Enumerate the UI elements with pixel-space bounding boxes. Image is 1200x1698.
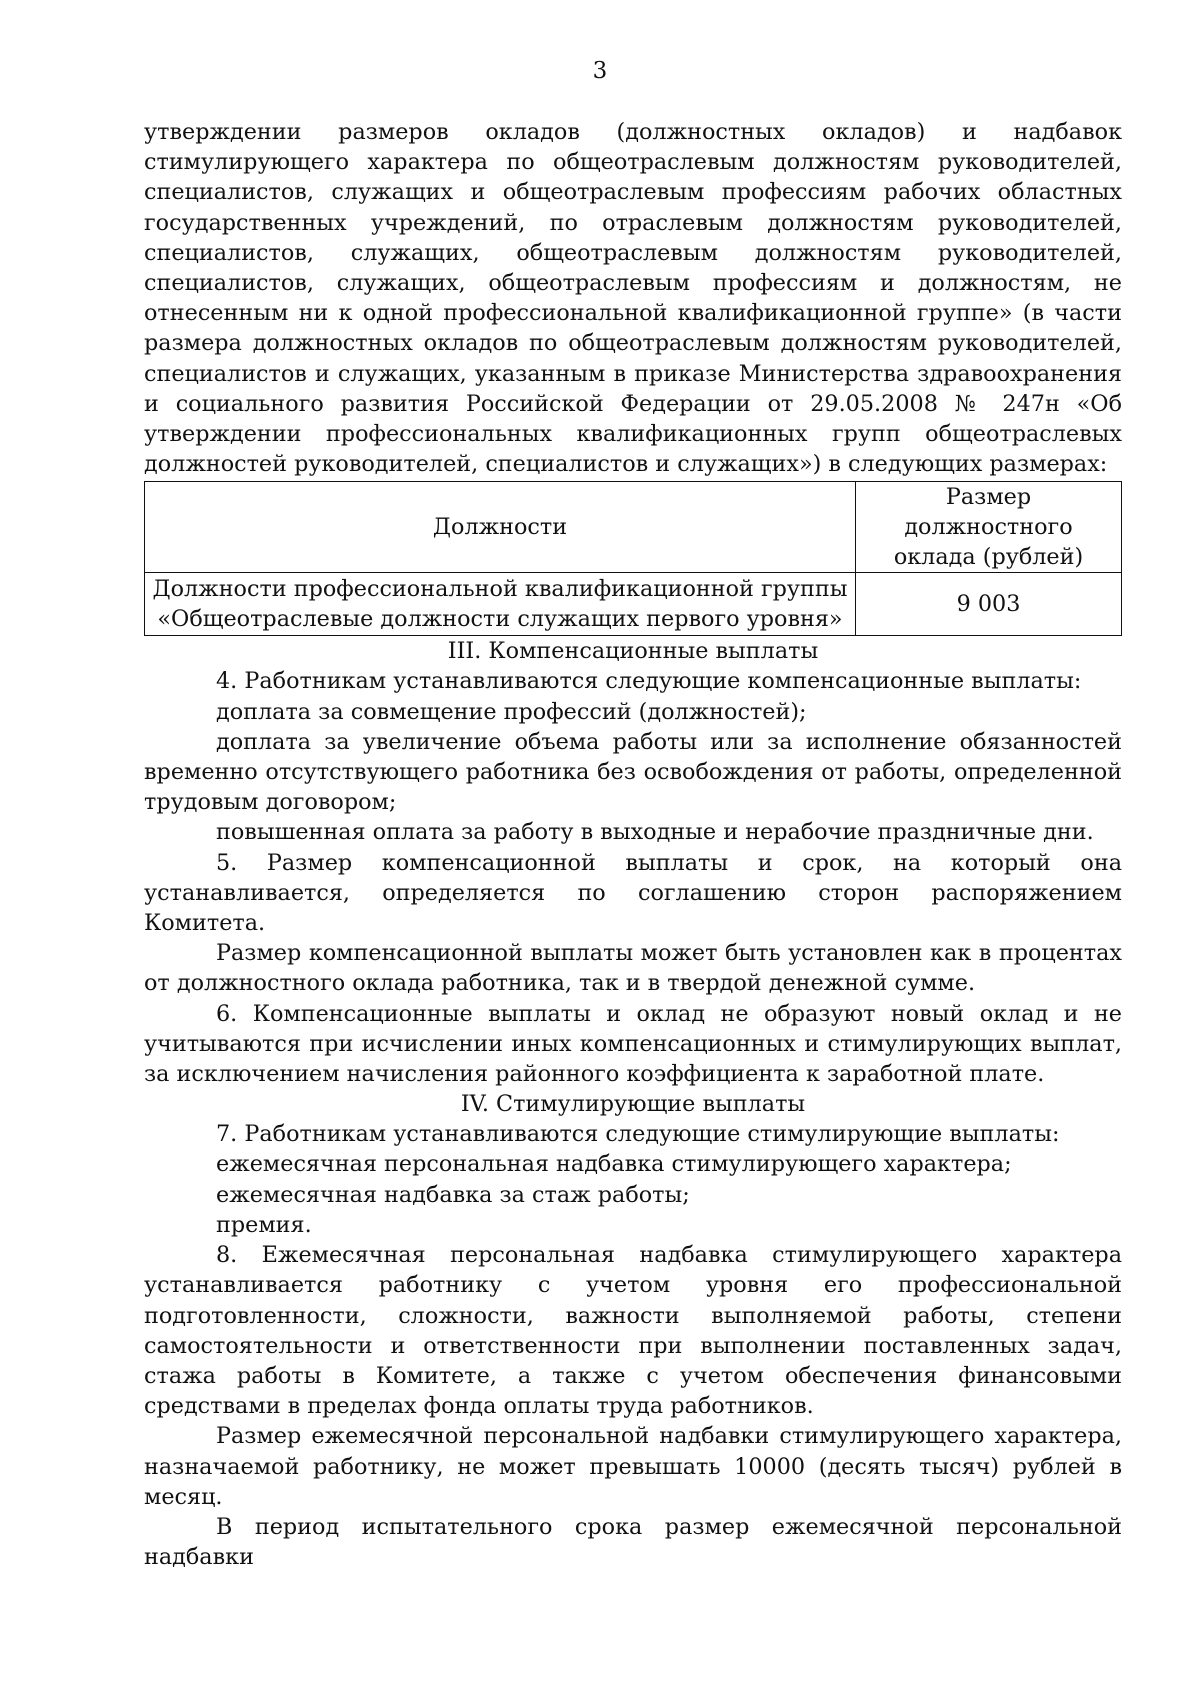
paragraph: 5. Размер компенсационной выплаты и срок, на который она устанавливается, определяется по соглашению сторон распоряжением Комитета. bbox=[144, 849, 1122, 937]
paragraph: Размер компенсационной выплаты может быть установлен как в процентах от должностного оклада работника, так и в твердой денежной сумме. bbox=[144, 940, 1122, 997]
paragraph: Размер ежемесячной персональной надбавки стимулирующего характера, назначаемой работнику, не может превышать 10000 (десять тысяч) рублей в месяц. bbox=[144, 1423, 1122, 1510]
paragraph: ежемесячная персональная надбавка стимулирующего характера; bbox=[216, 1151, 1012, 1178]
table-row bbox=[145, 573, 1122, 636]
intro-paragraph: утверждении размеров окладов (должностных окладов) и надбавок стимулирующего характера по общеотраслевым должностям руководителей, специалистов, служащих и общеотраслевым профессиям рабочих областных государственных учреждений, по отраслевым должностям руководителей, специалистов, служащих, общеотраслевым должностям руководителей, специалистов, служащих, общеотраслевым профессиям и должностям, не отнесенным ни к одной профессиональной квалификационной группе» (в части размера должностных окладов по общеотраслевым должностям руководителей, специалистов и служащих, указанным в приказе Министерства здравоохранения и социального развития Российской Федерации от 29.05.2008 № 247н «Об утверждении профессиональных квалификационных групп общеотраслевых должностей руководителей, специалистов и служащих») в следующих размерах: bbox=[144, 119, 1122, 478]
paragraph: В период испытательного срока размер ежемесячной персональной надбавки bbox=[144, 1513, 1122, 1571]
paragraph: премия. bbox=[216, 1211, 312, 1238]
paragraph: 8. Ежемесячная персональная надбавка стимулирующего характера устанавливается работнику с учетом уровня его профессиональной подготовленности, сложности, важности выполняемой работы, степени самостоятельности и ответственности при выполнении поставленных задач, стажа работы в Комитете, а также с учетом обеспечения финансовыми средствами в пределах фонда оплаты труда работников. bbox=[144, 1242, 1122, 1420]
paragraph: доплата за увеличение объема работы или за исполнение обязанностей временно отсутствующего работника без освобождения от работы, определенной трудовым договором; bbox=[144, 728, 1122, 816]
paragraph: 7. Работникам устанавливаются следующие стимулирующие выплаты: bbox=[216, 1121, 1060, 1148]
paragraph: 6. Компенсационные выплаты и оклад не образуют новый оклад и не учитываются при исчислении иных компенсационных и стимулирующих выплат, за исключением начисления районного коэффициента к заработной плате. bbox=[144, 1000, 1122, 1088]
salary-table bbox=[144, 481, 1122, 636]
paragraph: 4. Работникам устанавливаются следующие компенсационные выплаты: bbox=[216, 668, 1082, 695]
paragraph: ежемесячная надбавка за стаж работы; bbox=[216, 1181, 690, 1208]
page-number: 3 bbox=[592, 58, 608, 84]
header-positions: Должности bbox=[145, 482, 856, 573]
section-3-title: III. Компенсационные выплаты bbox=[447, 638, 819, 665]
table-header-row bbox=[145, 482, 1122, 573]
cell-position: Должности профессиональной квалификационной группы «Общеотраслевые должности служащих первого уровня» bbox=[145, 573, 856, 636]
cell-salary: 9 003 bbox=[856, 573, 1122, 636]
paragraph: повышенная оплата за работу в выходные и нерабочие праздничные дни. bbox=[216, 819, 1094, 846]
paragraph: доплата за совмещение профессий (должностей); bbox=[216, 698, 807, 725]
document-body bbox=[144, 117, 1122, 1572]
section-4-title: IV. Стимулирующие выплаты bbox=[460, 1091, 806, 1118]
header-salary: Размер должностного оклада (рублей) bbox=[856, 482, 1122, 573]
